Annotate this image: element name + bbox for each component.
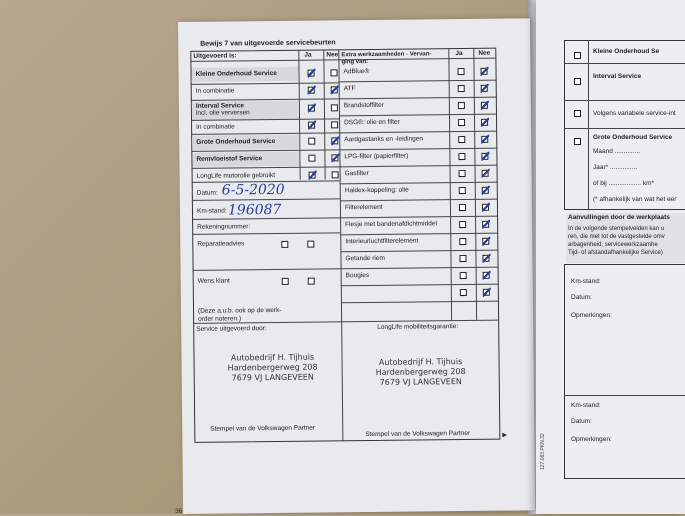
right-interval-label: Interval Service bbox=[593, 73, 642, 80]
right-kmstand-2: Km-stand: bbox=[571, 402, 601, 409]
wens-label: Wens klant bbox=[197, 277, 230, 285]
right-ofbij: of bij .................. km* bbox=[593, 180, 655, 187]
right-maand: Maand .............. bbox=[593, 148, 640, 155]
longlife-ja-checkbox[interactable] bbox=[309, 172, 316, 179]
haldex-ja-checkbox[interactable] bbox=[459, 187, 466, 194]
extra-nee-checkbox[interactable] bbox=[483, 289, 490, 296]
reparatie-nee-checkbox[interactable] bbox=[307, 241, 314, 248]
combi2-ja-checkbox[interactable] bbox=[308, 122, 315, 129]
ja-header-2: Ja bbox=[455, 50, 463, 58]
aanv-line-3: arbagenheid, servicewerkzaamhe bbox=[568, 242, 658, 248]
page-title: Bewijs 7 van uitgevoerde servicebeurten bbox=[200, 39, 336, 48]
row-olie-verversen: incl. olie verversen bbox=[195, 109, 250, 117]
nee-header-2: Nee bbox=[478, 49, 491, 57]
right-jaar: Jaar* ............... bbox=[593, 164, 638, 171]
filterelement-nee-checkbox[interactable] bbox=[482, 204, 489, 211]
dealer-stamp-2: Autobedrijf H. Tijhuis Hardenbergerweg 208 7679 VJ LANGEVEEN bbox=[375, 357, 466, 387]
brandstof-ja-checkbox[interactable] bbox=[458, 102, 465, 109]
flesje-ja-checkbox[interactable] bbox=[459, 221, 466, 228]
gasfilter-nee-checkbox[interactable] bbox=[482, 170, 489, 177]
interval-nee-checkbox[interactable] bbox=[331, 104, 338, 111]
note-line-2: order noteren.) bbox=[198, 315, 242, 323]
right-volgens-checkbox[interactable] bbox=[574, 110, 581, 117]
row-kleine-onderhoud: Kleine Onderhoud Service bbox=[195, 69, 277, 78]
row-in-combinatie-2: In combinatie bbox=[196, 123, 235, 131]
item-dsg: DSG®: olie en filter bbox=[344, 118, 400, 127]
interieur-ja-checkbox[interactable] bbox=[459, 238, 466, 245]
brandstof-nee-checkbox[interactable] bbox=[481, 102, 488, 109]
dsg-ja-checkbox[interactable] bbox=[458, 119, 465, 126]
right-kleine-checkbox[interactable] bbox=[574, 52, 581, 59]
facing-page bbox=[536, 0, 685, 514]
aanvullingen-title: Aanvullingen door de werkplaats bbox=[568, 214, 670, 221]
row-longlife: LongLife motorolie gebruikt bbox=[196, 171, 276, 180]
aanv-line-1: In de volgende stempelvelden kan u bbox=[568, 226, 665, 232]
reparatie-ja-checkbox[interactable] bbox=[281, 241, 288, 248]
item-flesje: Flesje met bandenafdichtmiddel bbox=[345, 220, 437, 229]
item-bougies: Bougies bbox=[345, 272, 370, 280]
extra-ja-checkbox[interactable] bbox=[460, 289, 467, 296]
right-datum: Datum: bbox=[571, 294, 592, 301]
lpg-nee-checkbox[interactable] bbox=[481, 153, 488, 160]
adblue-ja-checkbox[interactable] bbox=[457, 68, 464, 75]
right-grote-label: Grote Onderhoud Service bbox=[593, 134, 673, 141]
right-opm: Opmerkingen: bbox=[571, 312, 612, 319]
datum-value: 6-5-2020 bbox=[221, 181, 285, 199]
col2-header-2: ging van: bbox=[341, 59, 369, 66]
combi1-nee-checkbox[interactable] bbox=[331, 86, 338, 93]
item-atf: ATF bbox=[343, 85, 356, 93]
right-interval-checkbox[interactable] bbox=[574, 78, 581, 85]
note-line-1: (Deze a.u.b. ook op de werk- bbox=[197, 306, 282, 315]
page-number: 36 bbox=[175, 507, 183, 516]
stamp-caption-2: Stempel van de Volkswagen Partner bbox=[365, 429, 471, 439]
aardgas-ja-checkbox[interactable] bbox=[458, 136, 465, 143]
combi1-ja-checkbox[interactable] bbox=[308, 87, 315, 94]
aanv-line-2: ren, die met tot de vastgestelde omv bbox=[568, 234, 665, 240]
grote-ja-checkbox[interactable] bbox=[308, 138, 315, 145]
atf-nee-checkbox[interactable] bbox=[481, 85, 488, 92]
right-afh: (* afhankelijk van wat het eer bbox=[593, 196, 677, 203]
row-interval-service: Interval Service bbox=[195, 102, 244, 110]
row-remvloeistof: Remvloeistof Service bbox=[196, 155, 263, 163]
rem-ja-checkbox[interactable] bbox=[308, 155, 315, 162]
dsg-nee-checkbox[interactable] bbox=[481, 119, 488, 126]
ja-header-1: Ja bbox=[304, 51, 312, 59]
aardgas-nee-checkbox[interactable] bbox=[481, 136, 488, 143]
item-filterelement: Filterelement bbox=[344, 203, 383, 212]
aanv-line-4: Tijd- of afstandafhankelijke Service) bbox=[568, 250, 663, 256]
bougies-ja-checkbox[interactable] bbox=[460, 272, 467, 279]
service-by-label: Service uitgevoerd door: bbox=[196, 325, 267, 333]
right-opm-2: Opmerkingen: bbox=[571, 436, 612, 443]
interval-ja-checkbox[interactable] bbox=[308, 105, 315, 112]
datum-label: Datum: bbox=[196, 189, 218, 197]
longlife-nee-checkbox[interactable] bbox=[332, 171, 339, 178]
right-datum-2: Datum: bbox=[571, 418, 592, 425]
side-code: 127.083.PKN.32 bbox=[540, 433, 546, 470]
flesje-nee-checkbox[interactable] bbox=[482, 221, 489, 228]
longlife-label: LongLife mobiliteitsgarantie: bbox=[377, 323, 459, 331]
interieur-nee-checkbox[interactable] bbox=[482, 238, 489, 245]
kleine-ja-checkbox[interactable] bbox=[308, 70, 315, 77]
item-brandstoffilter: Brandstoffilter bbox=[343, 101, 384, 110]
nee-header-1: Nee bbox=[326, 51, 339, 59]
col2-header-1: Extra werkzaamheden - Vervan- bbox=[341, 51, 432, 59]
dealer-stamp-1: Autobedrijf H. Tijhuis Hardenbergerweg 208 7679 VJ LANGEVEEN bbox=[227, 352, 318, 383]
item-gasfilter: Gasfilter bbox=[344, 170, 369, 178]
item-getande-riem: Getande riem bbox=[345, 254, 385, 263]
right-kmstand: Km-stand: bbox=[571, 278, 601, 285]
right-volgens-label: Volgens variabele service-int bbox=[593, 110, 676, 117]
wens-nee-checkbox[interactable] bbox=[308, 278, 315, 285]
item-adblue: AdBlue® bbox=[343, 67, 370, 76]
rem-nee-checkbox[interactable] bbox=[331, 154, 338, 161]
col1-header: Uitgevoerd is: bbox=[193, 52, 237, 60]
item-haldex: Haldex-koppeling: olie bbox=[344, 186, 409, 195]
gasfilter-ja-checkbox[interactable] bbox=[459, 170, 466, 177]
wens-ja-checkbox[interactable] bbox=[282, 278, 289, 285]
row-grote-onderhoud: Grote Onderhoud Service bbox=[196, 137, 276, 146]
kmstand-label: Km-stand: bbox=[196, 207, 227, 215]
right-kleine-label: Kleine Onderhoud Se bbox=[593, 48, 660, 55]
item-interieurfilter: Interieurluchtfilterelement bbox=[345, 237, 419, 246]
right-grote-checkbox[interactable] bbox=[574, 138, 581, 145]
grote-nee-checkbox[interactable] bbox=[331, 137, 338, 144]
rekening-label: Rekeningnummer: bbox=[197, 223, 251, 231]
lpg-ja-checkbox[interactable] bbox=[458, 153, 465, 160]
arrow-icon: ▶ bbox=[502, 432, 508, 439]
atf-ja-checkbox[interactable] bbox=[458, 85, 465, 92]
adblue-nee-checkbox[interactable] bbox=[480, 68, 487, 75]
combi2-nee-checkbox[interactable] bbox=[331, 121, 338, 128]
haldex-nee-checkbox[interactable] bbox=[482, 187, 489, 194]
stamp-caption-1: Stempel van de Volkswagen Partner bbox=[210, 424, 316, 433]
riem-ja-checkbox[interactable] bbox=[459, 255, 466, 262]
row-in-combinatie-1: In combinatie bbox=[195, 87, 235, 95]
kleine-nee-checkbox[interactable] bbox=[331, 69, 338, 76]
reparatie-label: Reparatieadvies bbox=[197, 240, 245, 248]
service-record-page bbox=[175, 18, 535, 516]
bougies-nee-checkbox[interactable] bbox=[483, 272, 490, 279]
item-aardgas: Aardgastanks en -leidingen bbox=[344, 135, 424, 144]
riem-nee-checkbox[interactable] bbox=[482, 255, 489, 262]
item-lpg: LPG-filter (papierfilter) bbox=[344, 152, 409, 161]
kmstand-value: 196087 bbox=[227, 201, 282, 219]
filterelement-ja-checkbox[interactable] bbox=[459, 204, 466, 211]
